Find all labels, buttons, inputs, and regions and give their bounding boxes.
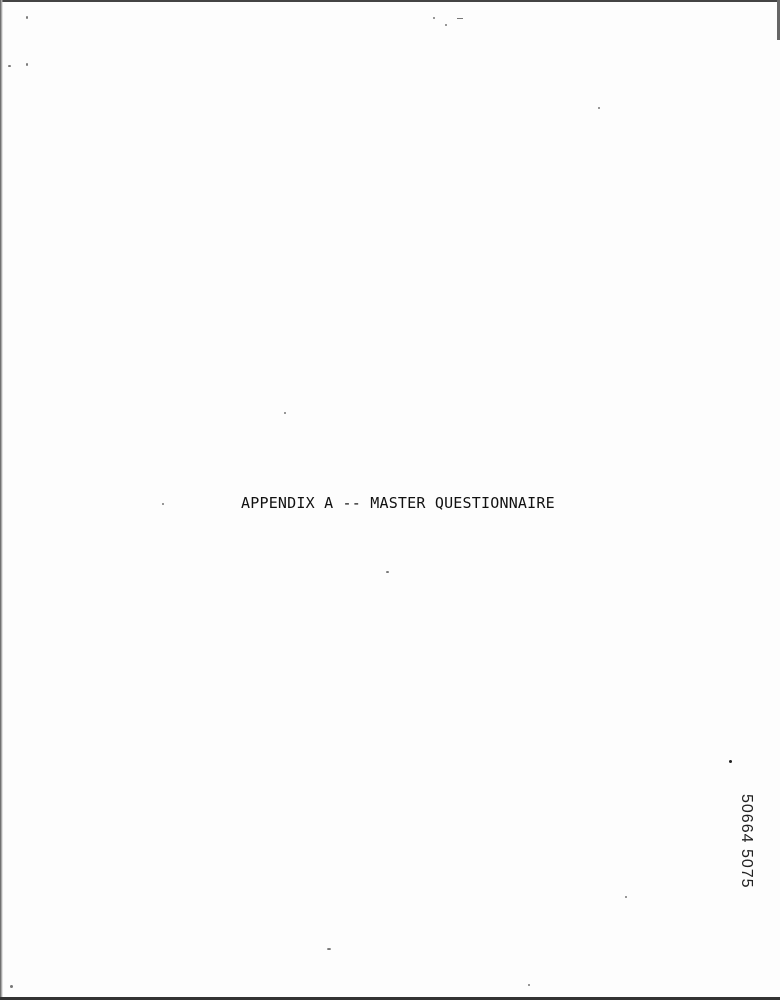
page-left-edge <box>0 0 3 1000</box>
scan-speck <box>457 18 463 19</box>
scan-speck <box>445 24 447 26</box>
scan-speck <box>284 412 286 414</box>
scan-speck <box>26 16 28 19</box>
scan-speck <box>729 760 732 763</box>
scan-speck <box>162 503 164 505</box>
scan-speck <box>386 571 389 573</box>
page-top-edge <box>0 0 780 2</box>
scan-speck <box>10 985 13 988</box>
document-number: 50664 5075 <box>738 794 755 889</box>
scan-speck <box>598 107 600 109</box>
scan-speck <box>528 984 530 986</box>
scan-speck <box>26 63 28 66</box>
scan-speck <box>327 948 331 950</box>
scan-speck <box>625 896 627 898</box>
scan-speck <box>433 17 435 19</box>
scan-speck <box>8 65 11 67</box>
appendix-heading: APPENDIX A -- MASTER QUESTIONNAIRE <box>241 494 555 512</box>
